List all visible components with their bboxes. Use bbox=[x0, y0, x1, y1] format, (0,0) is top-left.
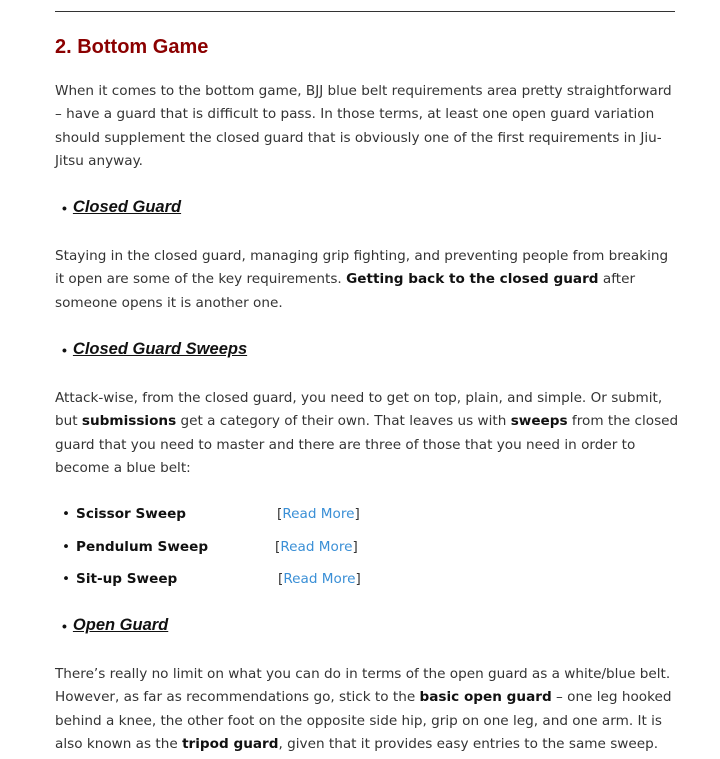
open-guard-bold-tripod: tripod guard bbox=[182, 736, 279, 753]
bullet-icon: • bbox=[62, 539, 71, 555]
open-guard-bold-basic: basic open guard bbox=[419, 689, 552, 706]
sweeps-heading bbox=[62, 340, 247, 359]
list-item bbox=[62, 506, 186, 522]
list-item bbox=[62, 539, 208, 555]
closed-guard-heading bbox=[62, 198, 181, 217]
sweeps-bold-submissions: submissions bbox=[81, 413, 177, 430]
open-guard-paragraph bbox=[55, 663, 680, 757]
read-more-text[interactable]: Read More bbox=[283, 571, 356, 587]
sweep-name: Scissor Sweep bbox=[76, 506, 187, 522]
open-guard-heading-text: Open Guard bbox=[72, 616, 169, 634]
sweep-name: Pendulum Sweep bbox=[76, 539, 209, 555]
bracket-open: [ bbox=[277, 506, 283, 522]
bullet-icon: • bbox=[62, 199, 67, 216]
bracket-close: ] bbox=[355, 571, 361, 587]
bracket-close: ] bbox=[354, 506, 360, 522]
bracket-open: [ bbox=[275, 539, 281, 555]
read-more-text[interactable]: Read More bbox=[280, 539, 353, 555]
open-guard-heading bbox=[62, 616, 168, 635]
open-guard-text-b: – one leg hooked behind a knee, the other foot on the opposite side hip, grip on one leg, and one arm. It is also known as the bbox=[55, 689, 672, 753]
sweeps-heading-text: Closed Guard Sweeps bbox=[72, 340, 248, 358]
read-more-text[interactable]: Read More bbox=[282, 506, 355, 522]
bracket-open: [ bbox=[278, 571, 284, 587]
closed-guard-text-a: Staying in the closed guard, managing grip fighting, and preventing people from breaking it open are some of the key requirements. bbox=[55, 248, 669, 288]
open-guard-text-a: There’s really no limit on what you can do in terms of the open guard as a white/blue belt. However, as far as recommendations go, stick to the bbox=[55, 666, 671, 706]
sweeps-paragraph bbox=[55, 387, 680, 481]
read-more-link[interactable] bbox=[278, 571, 361, 587]
intro-paragraph: When it comes to the bottom game, BJJ blue belt requirements area pretty straightforward – have a guard that is difficult to pass. In those terms, at least one open guard variation should supplement the closed guard that is obviously one of the first requirements in Jiu-Jitsu anyway. bbox=[55, 83, 672, 170]
bracket-close: ] bbox=[352, 539, 358, 555]
bullet-icon: • bbox=[62, 617, 67, 634]
closed-guard-text-b: after someone opens it is another one. bbox=[55, 271, 636, 311]
section-title: 2. Bottom Game bbox=[55, 36, 209, 58]
list-item bbox=[62, 571, 177, 587]
closed-guard-bold: Getting back to the closed guard bbox=[346, 271, 599, 288]
bullet-icon: • bbox=[62, 341, 67, 358]
closed-guard-paragraph bbox=[55, 245, 680, 315]
sweep-name: Sit-up Sweep bbox=[76, 571, 178, 587]
sweeps-text-a: Attack-wise, from the closed guard, you need to get on top, plain, and simple. Or submit, but bbox=[55, 390, 663, 430]
sweeps-text-b: get a category of their own. That leaves us with bbox=[176, 413, 511, 430]
read-more-link[interactable] bbox=[277, 506, 360, 522]
sweeps-text-c: from the closed guard that you need to master and there are three of those that you need in order to become a blue belt: bbox=[55, 413, 679, 477]
bullet-icon: • bbox=[62, 571, 71, 587]
bullet-icon: • bbox=[62, 506, 71, 522]
sweeps-bold-sweeps: sweeps bbox=[510, 413, 568, 430]
top-divider bbox=[55, 11, 675, 12]
open-guard-text-c: , given that it provides easy entries to the same sweep. bbox=[278, 736, 659, 753]
closed-guard-heading-text: Closed Guard bbox=[72, 198, 182, 216]
read-more-link[interactable] bbox=[275, 539, 358, 555]
